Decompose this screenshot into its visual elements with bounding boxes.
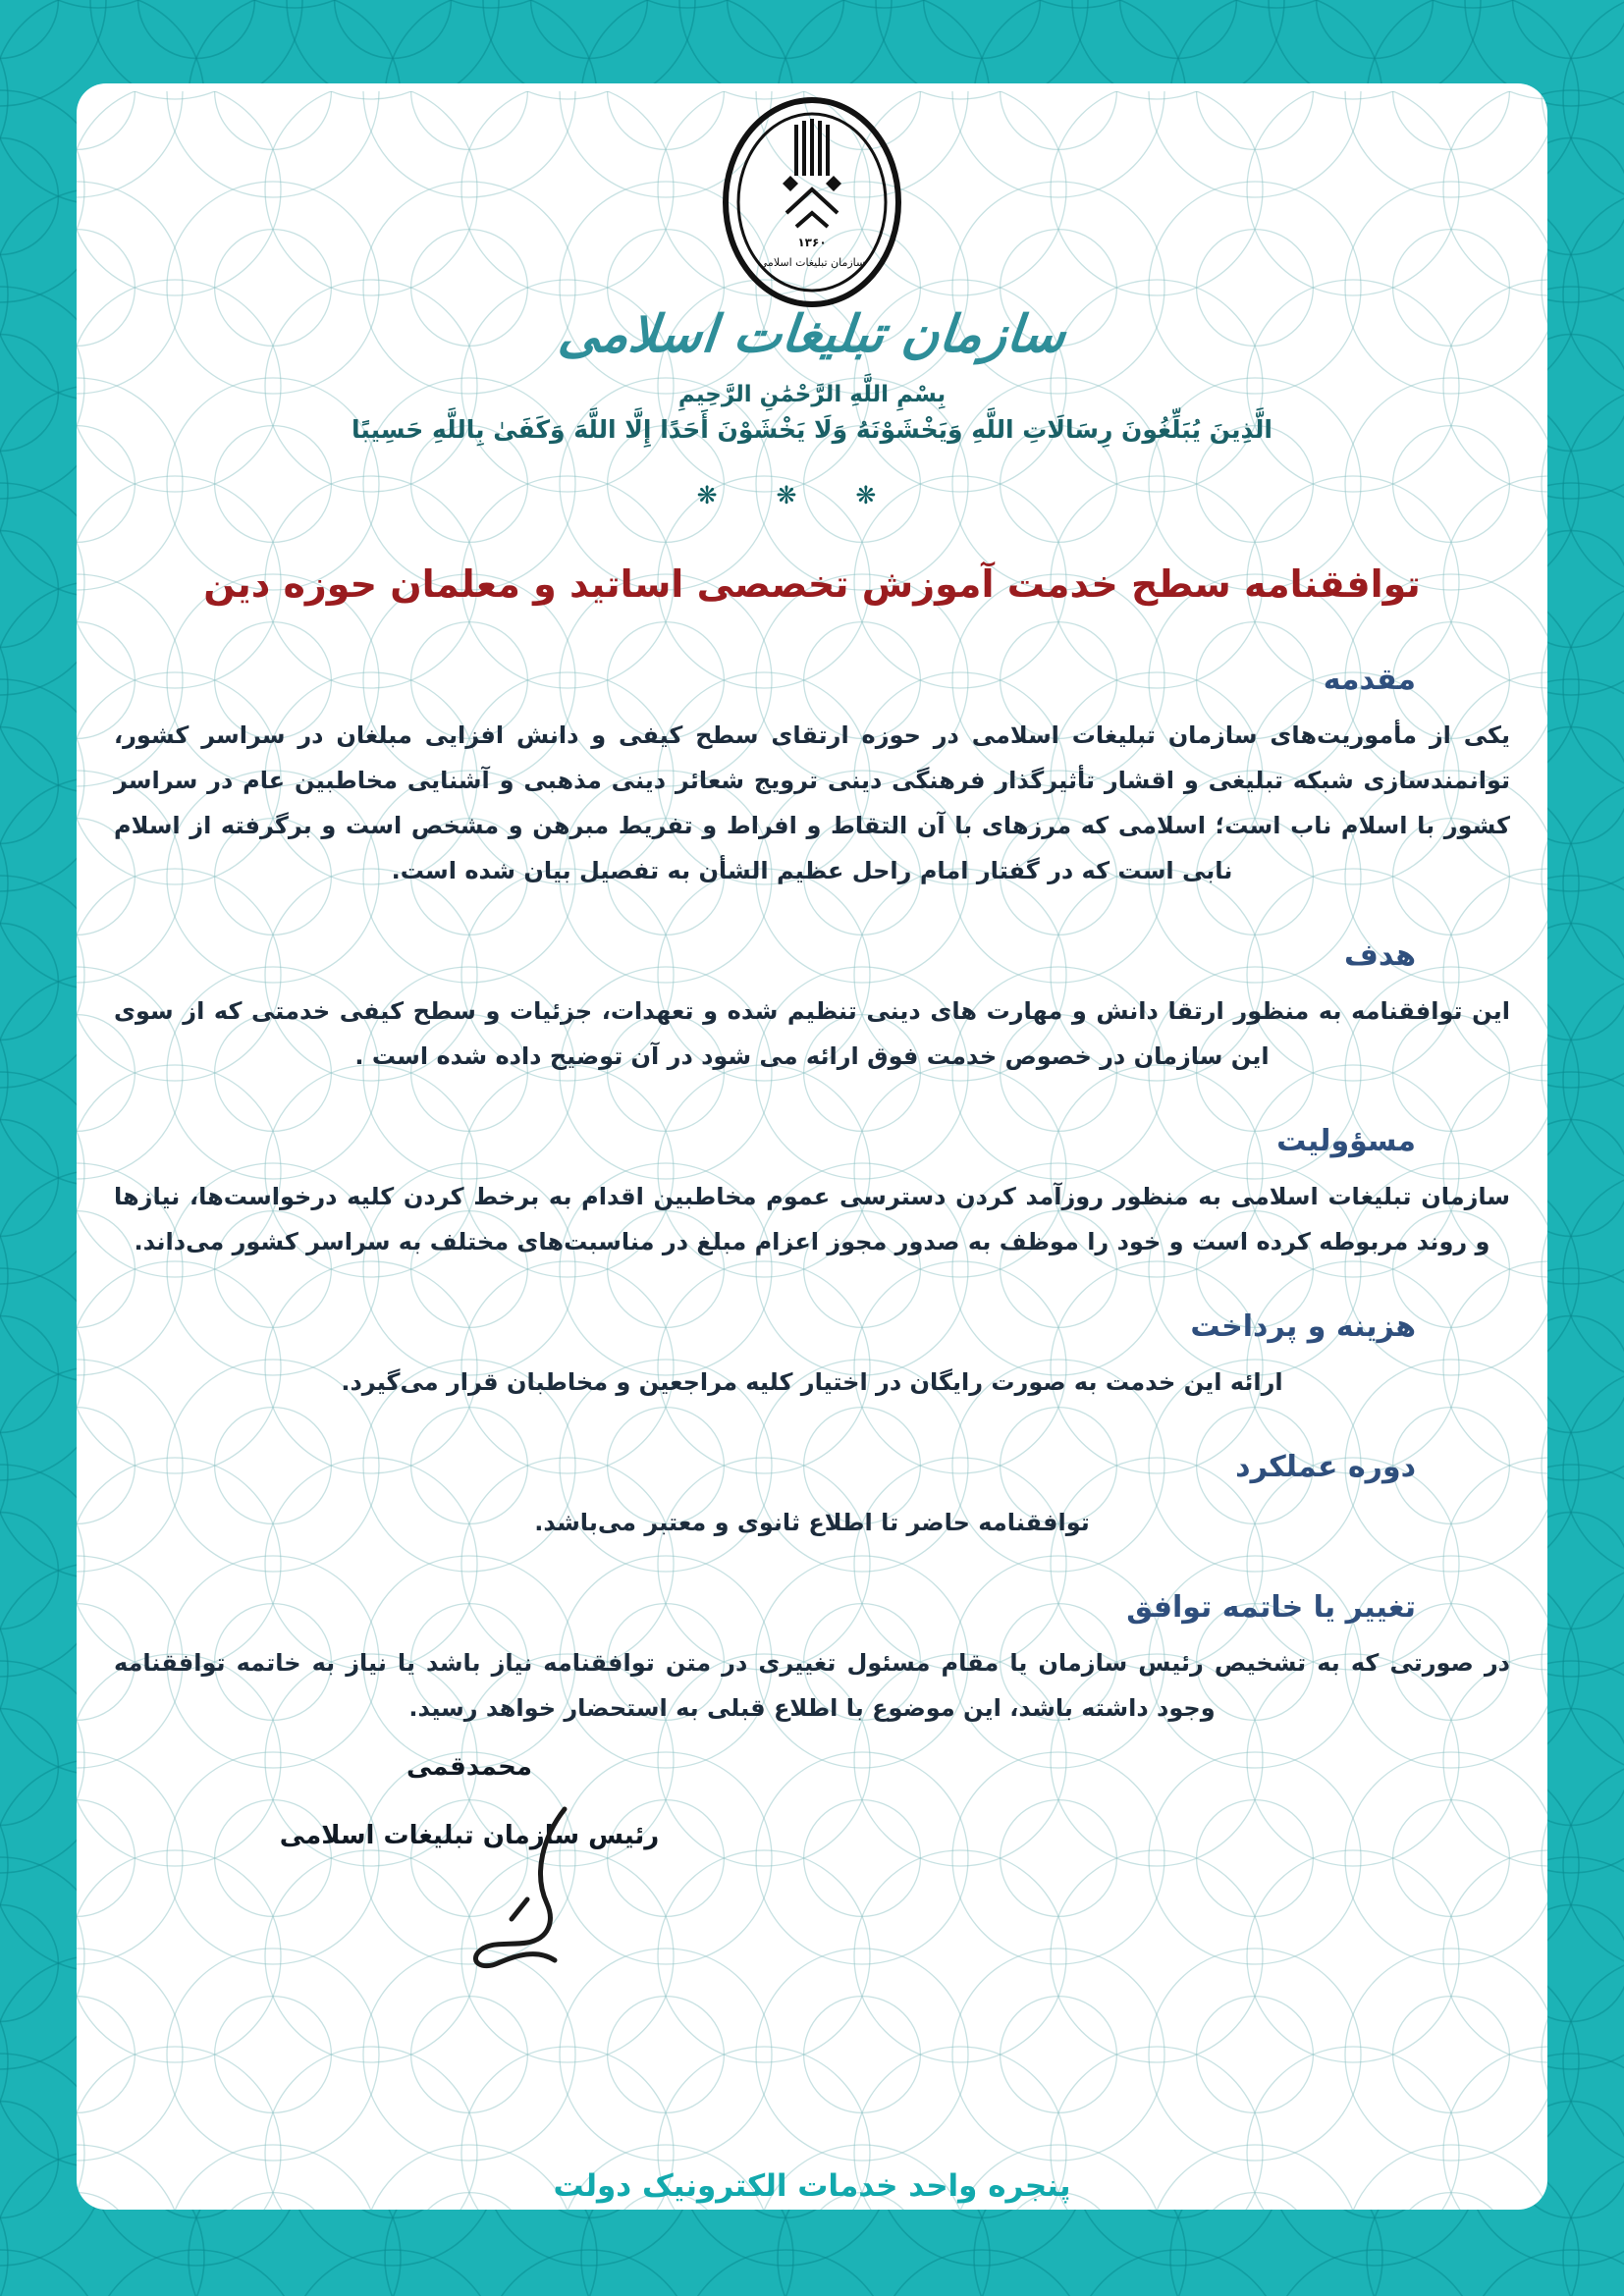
section-responsibility-body: سازمان تبلیغات اسلامی به منظور روزآمد کردن دسترسی عموم مخاطبین اقدام به برخط کردن کلیه درخواست‌ها، نیازها و روند مربوطه کرده است و خود را موظف به صدور مجوز اعزام مبلغ در مناسبت‌های مختلف به سراسر کشور می‌داند. <box>114 1183 1510 1255</box>
sections-container <box>77 663 1547 1731</box>
section-intro-heading: مقدمه <box>1323 663 1416 697</box>
section-goal <box>114 938 1510 1079</box>
section-goal-heading: هدف <box>1344 938 1416 973</box>
section-change-termination <box>114 1590 1510 1731</box>
org-calligraphy: سازمان تبلیغات اسلامی <box>555 305 1069 364</box>
section-intro-body: یکی از مأموریت‌های سازمان تبلیغات اسلامی در حوزه ارتقای سطح کیفی و دانش افزایی مبلغان در سراسر کشور، توانمندسازی شبکه تبلیغی و اقشار تأثیرگذار فرهنگی دینی ترویج شعائر دینی مذهبی و آشنایی مخاطبین عام در سراسر کشور با اسلام ناب است؛ اسلامی که مرزهای با آن التقاط و افراط و تفریط مبرهن و مشخص است و برگرفته از اسلام نابی است که در گفتار امام راحل عظیم الشأن به تفصیل بیان شده است. <box>114 721 1510 884</box>
section-goal-body: این توافقنامه به منظور ارتقا دانش و مهارت های دینی تنظیم شده و تعهدات، جزئیات و سطح کیفی خدمتی که از سوی این سازمان در خصوص خدمت فوق ارائه می شود در آن توضیح داده شده است . <box>114 997 1510 1070</box>
section-responsibility <box>114 1124 1510 1264</box>
section-intro <box>114 663 1510 893</box>
org-emblem-icon <box>714 91 910 317</box>
section-responsibility-heading: مسؤولیت <box>1276 1124 1416 1158</box>
section-cost-payment <box>114 1309 1510 1405</box>
org-emblem <box>714 91 910 321</box>
quran-verse: الَّذِينَ يُبَلِّغُونَ رِسَالَاتِ اللَّهِ وَيَخْشَوْنَهُ وَلَا يَخْشَوْنَ أَحَدًا إِلَّا اللَّهَ وَكَفَىٰ بِاللَّهِ حَسِيبًا <box>352 415 1272 444</box>
document-page <box>77 83 1547 2210</box>
signature-block <box>253 1752 685 1850</box>
signatory-role: رئیس سازمان تبلیغات اسلامی <box>279 1821 660 1850</box>
handwritten-signature-icon <box>455 1801 582 1983</box>
section-performance-period-body: توافقنامه حاضر تا اطلاع ثانوی و معتبر می‌باشد. <box>534 1509 1090 1536</box>
section-change-termination-heading: تغییر یا خاتمه توافق <box>1126 1590 1416 1625</box>
emblem-org-name: سازمان تبلیغات اسلامی <box>758 256 866 269</box>
section-cost-payment-heading: هزینه و پرداخت <box>1190 1309 1416 1344</box>
section-performance-period <box>114 1450 1510 1545</box>
page-title: توافقنامه سطح خدمت آموزش تخصصی اساتید و معلمان حوزه دین <box>203 562 1421 606</box>
signatory-name: محمدقمی <box>406 1752 533 1782</box>
bismillah-line: بِسْمِ اللَّهِ الرَّحْمَٰنِ الرَّحِيمِ <box>677 382 947 407</box>
ornament-rosettes: ❋ ❋ ❋ <box>696 481 902 509</box>
section-change-termination-body: در صورتی که به تشخیص رئیس سازمان یا مقام مسئول تغییری در متن توافقنامه نیاز باشد یا نیاز به خاتمه توافقنامه وجود داشته باشد، این موضوع با اطلاع قبلی به استحضار خواهد رسید. <box>114 1649 1510 1722</box>
section-cost-payment-body: ارائه این خدمت به صورت رایگان در اختیار کلیه مراجعین و مخاطبان قرار می‌گیرد. <box>341 1368 1283 1396</box>
emblem-year: ۱۳۶۰ <box>797 236 827 249</box>
footer-egov-label: پنجره واحد خدمات الکترونیک دولت <box>553 2168 1071 2204</box>
section-performance-period-heading: دوره عملکرد <box>1235 1450 1416 1484</box>
